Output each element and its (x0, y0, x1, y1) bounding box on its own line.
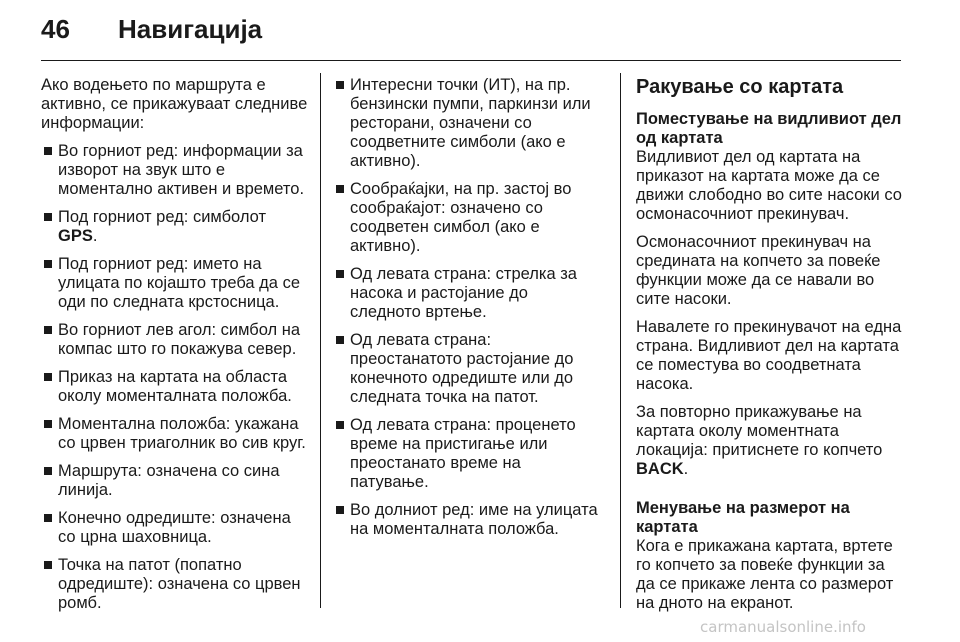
bullet-icon (44, 514, 52, 522)
bullet-icon (336, 506, 344, 514)
bullet-icon (44, 213, 52, 221)
list-item: Приказ на картата на областа околу моменталната положба. (41, 368, 309, 406)
chapter-title: Навигација (118, 14, 263, 44)
list-item: Моментална положба: укажана со црвен триаголник во сив круг. (41, 415, 309, 453)
page-header (0, 0, 960, 62)
bullet-icon (44, 326, 52, 334)
subsection-title-map-scale: Менување на размерот на картата (636, 499, 850, 536)
bullet-icon (336, 336, 344, 344)
list-item: Од левата страна: проценето време на пристигање или преостанато време на патување. (333, 416, 603, 492)
column-left (41, 76, 309, 622)
list-item: Во горниот ред: информации за изворот на звук што е моментално активен и времето. (41, 142, 309, 199)
page-number: 46 (41, 14, 70, 44)
paragraph: Видливиот дел од картата на приказот на картата може да се движи слободно во сите насоки со осмонасочниот прекинувач. (636, 148, 902, 223)
list-item: Точка на патот (попатно одредиште): означена со црвен ромб. (41, 556, 309, 613)
gps-symbol-label: GPS (58, 227, 93, 245)
back-button-label: BACK (636, 460, 684, 478)
bullet-icon (44, 467, 52, 475)
section-title: Ракување со картата (636, 76, 844, 98)
list-item: Сообраќајки, на пр. застој во сообраќајот: означено со соодветен симбол (ако е активно). (333, 180, 603, 256)
paragraph: Осмонасочниот прекинувач на средината на копчето за повеќе функции може да се навали во сите насоки. (636, 233, 881, 308)
subsection-title-move-map: Поместување на видливиот дел од картата (636, 110, 902, 147)
bullet-icon (44, 373, 52, 381)
intro-paragraph: Ако водењето по маршрута е активно, се прикажуваат следниве информации: (41, 76, 308, 132)
bullet-icon (336, 421, 344, 429)
list-item: Интересни точки (ИТ), на пр. бензински пумпи, паркинзи или ресторани, означени со соодветните симболи (ако е активно). (333, 76, 603, 171)
paragraph: Кога е прикажана картата, вртете го копчето за повеќе функции за да се прикаже лента со размерот на дното на екранот. (636, 537, 894, 612)
bullet-icon (44, 420, 52, 428)
list-item: Во горниот лев агол: симбол на компас што го покажува север. (41, 321, 309, 359)
column-divider-2 (620, 73, 621, 608)
column-right (636, 76, 906, 622)
bullet-icon (44, 260, 52, 268)
list-item: Маршрута: означена со сина линија. (41, 462, 309, 500)
bullet-icon (44, 561, 52, 569)
bullet-icon (336, 270, 344, 278)
paragraph: Навалете го прекинувачот на една страна. Видливиот дел на картата се поместува во соодветната насока. (636, 318, 902, 393)
list-item: Конечно одредиште: означена со црна шаховница. (41, 509, 309, 547)
bullet-icon (336, 185, 344, 193)
list-item: Од левата страна: стрелка за насока и растојание до следното вртење. (333, 265, 603, 322)
watermark: carmanualsonline.info (700, 618, 866, 636)
bullet-icon (336, 81, 344, 89)
info-list-continued (333, 76, 603, 539)
info-list (41, 142, 309, 613)
list-item: Под горниот ред: симболот GPS. (41, 208, 309, 246)
list-item: Под горниот ред: името на улицата по којашто треба да се оди по следната крстосница. (41, 255, 309, 312)
list-item: Од левата страна: преостанатото растојание до конечното одредиште или до следната точка на патот. (333, 331, 603, 407)
column-middle (333, 76, 603, 548)
bullet-icon (44, 147, 52, 155)
column-divider-1 (320, 73, 321, 608)
header-divider (41, 60, 901, 61)
paragraph: За повторно прикажување на картата околу моментната локација: притиснете го копчето BACK. (636, 403, 883, 478)
list-item: Во долниот ред: име на улицата на моменталната положба. (333, 501, 603, 539)
